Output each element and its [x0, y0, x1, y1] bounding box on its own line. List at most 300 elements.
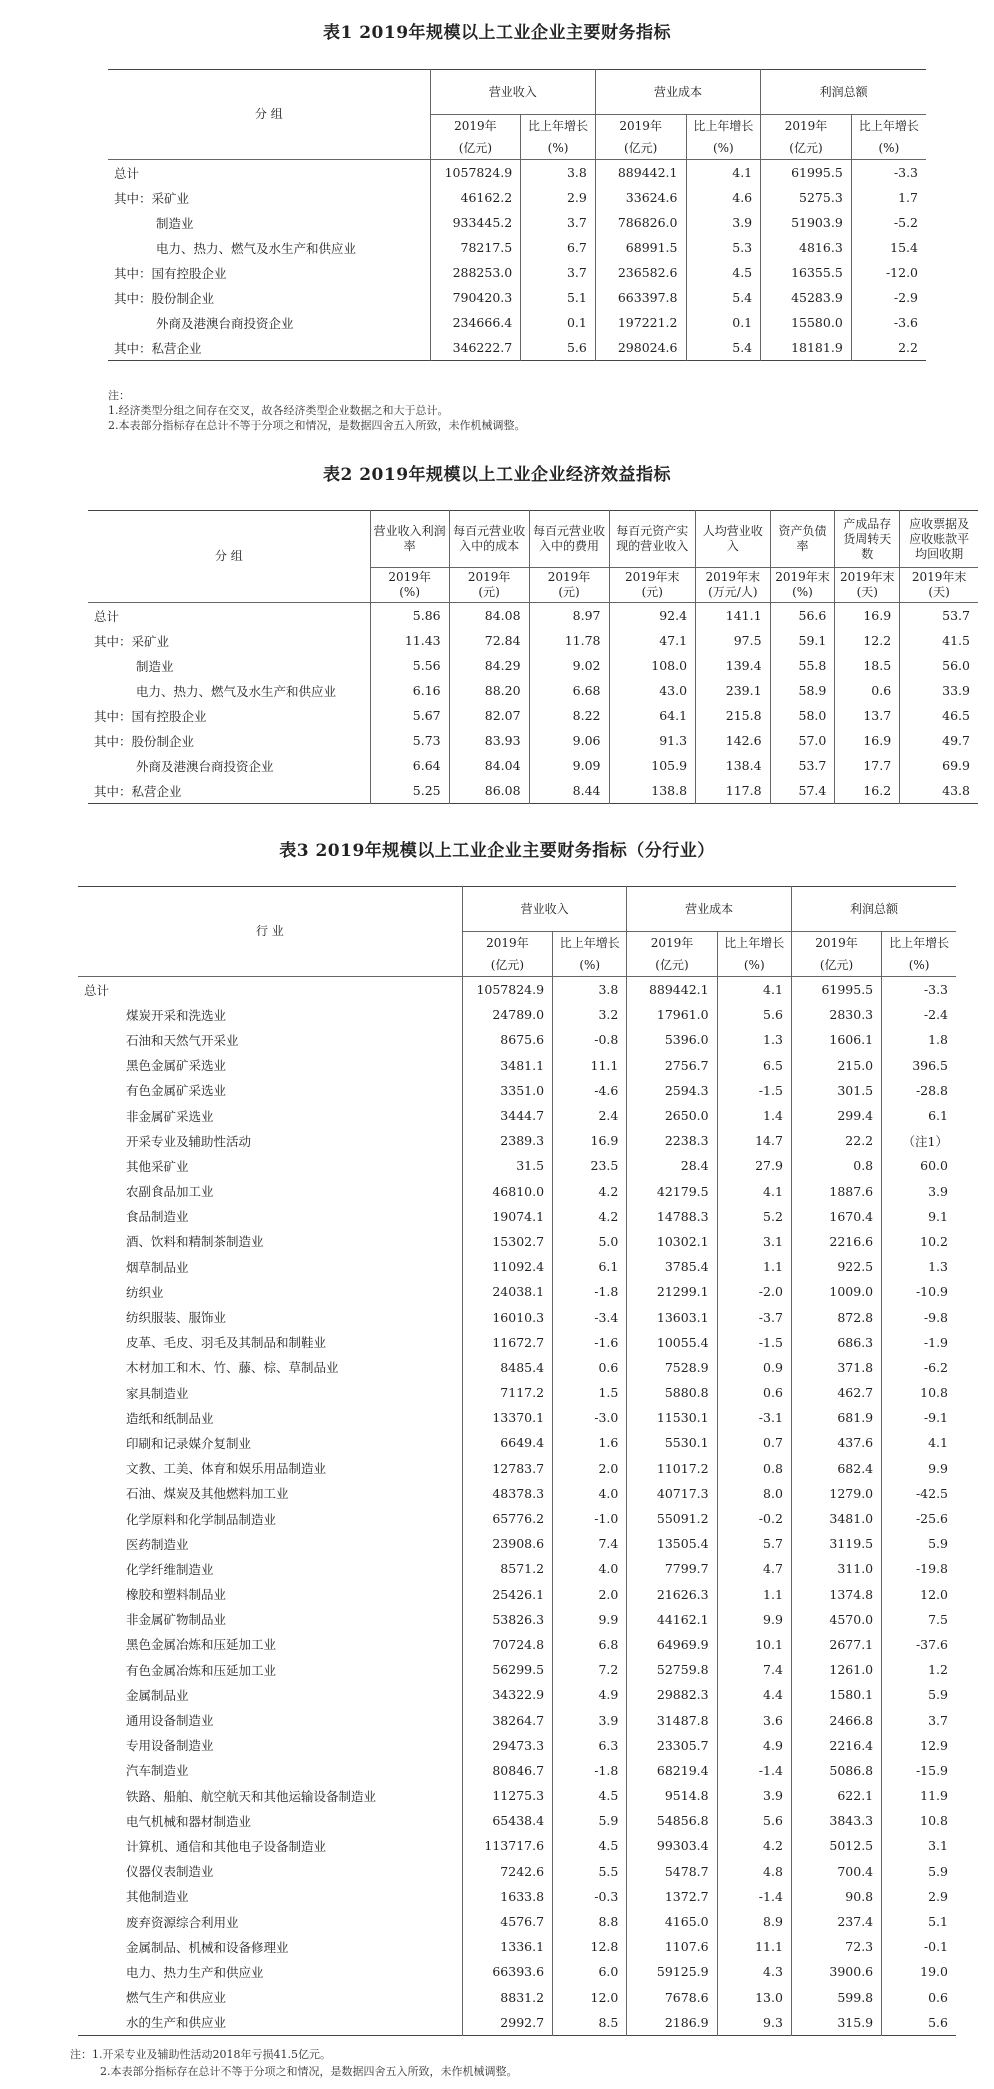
- table-cell: 4.2: [553, 1204, 627, 1229]
- table-cell: 234666.4: [452, 315, 513, 330]
- table-cell: 4.5: [553, 1783, 627, 1808]
- table-cell: 3.9: [553, 1707, 627, 1732]
- table-cell: 3.1: [717, 1229, 791, 1254]
- group-header: 分 组: [108, 70, 430, 160]
- table-cell: 700.4: [791, 1859, 881, 1884]
- year-subheader: 2019年: [486, 935, 529, 950]
- row-label: 黑色金属矿采选业: [78, 1053, 462, 1078]
- row-label: 通用设备制造业: [78, 1707, 462, 1732]
- table-cell: 0.6: [553, 1355, 627, 1380]
- table-cell: 6.68: [529, 678, 609, 703]
- table-cell: 7.4: [717, 1657, 791, 1682]
- table-cell: 43.8: [900, 778, 978, 804]
- column-unit-line: (天): [856, 585, 878, 599]
- table-cell: 65438.4: [492, 1813, 545, 1829]
- table-cell: 16355.5: [761, 260, 852, 285]
- table-cell: 6.1: [882, 1103, 956, 1128]
- row-label: 印刷和记录媒介复制业: [78, 1430, 462, 1455]
- table1-note-2: 2.本表部分指标存在总计不等于分项之和情况，是数据四舍五入所致，未作机械调整。: [108, 419, 526, 432]
- table-cell: 2186.9: [627, 2010, 717, 2036]
- column-header-line: 均回收期: [915, 546, 964, 561]
- table-cell: -3.6: [851, 310, 926, 335]
- table-cell: 462.7: [791, 1380, 881, 1405]
- table-cell: 11.1: [717, 1934, 791, 1959]
- table-cell: 686.3: [791, 1330, 881, 1355]
- table-cell: 5.25: [412, 783, 441, 798]
- table-cell: 4.0: [553, 1481, 627, 1506]
- table-cell: 4816.3: [761, 235, 852, 260]
- column-unit: [609, 568, 696, 603]
- table-cell: 15.4: [851, 235, 926, 260]
- table-cell: 1009.0: [791, 1279, 881, 1304]
- table-cell: 11275.3: [492, 1788, 545, 1804]
- table-cell: 9514.8: [627, 1783, 717, 1808]
- table-cell: 9.02: [529, 653, 609, 678]
- table-cell: 86.08: [449, 778, 529, 804]
- table-cell: 141.1: [696, 603, 771, 629]
- table-cell: 6.16: [412, 683, 441, 698]
- table-cell: 8.0: [717, 1481, 791, 1506]
- table-cell: 8.5: [553, 2010, 627, 2036]
- table-row: [108, 310, 926, 335]
- percent-subheader: (%): [521, 137, 596, 160]
- table-row: [78, 1582, 956, 1607]
- table-cell: 5.6: [521, 335, 596, 361]
- table-cell: 84.08: [449, 603, 529, 629]
- table-cell: 45283.9: [761, 285, 852, 310]
- table-cell: 1580.1: [791, 1682, 881, 1707]
- table-cell: 3351.0: [500, 1082, 545, 1098]
- table-cell: （注1）: [882, 1128, 956, 1153]
- table-cell: 4.7: [717, 1556, 791, 1581]
- column-header-line: 入: [726, 539, 739, 553]
- table-cell: -2.9: [851, 285, 926, 310]
- row-label: 电力、热力、燃气及水生产和供应业: [108, 235, 430, 260]
- table-cell: 11672.7: [492, 1334, 545, 1350]
- row-label: 煤炭开采和洗选业: [78, 1002, 462, 1027]
- table-cell: 54856.8: [627, 1808, 717, 1833]
- row-label: 金属制品、机械和设备修理业: [78, 1934, 462, 1959]
- table-cell: 5086.8: [791, 1758, 881, 1783]
- unit-subheader: (亿元): [595, 137, 686, 160]
- table-cell: 1670.4: [791, 1204, 881, 1229]
- table-cell: 3.6: [717, 1707, 791, 1732]
- row-label: 总计: [88, 603, 370, 629]
- table-row: [78, 1707, 956, 1732]
- table-cell: 61995.5: [761, 160, 852, 186]
- table-cell: 12.0: [882, 1582, 956, 1607]
- percent-subheader: (%): [882, 954, 956, 977]
- table-cell: 5396.0: [627, 1027, 717, 1052]
- table-cell: 6.1: [553, 1254, 627, 1279]
- table-cell: 1.4: [717, 1103, 791, 1128]
- column-header: [449, 511, 529, 568]
- column-header: [770, 511, 835, 568]
- row-label: 铁路、船舶、航空航天和其他运输设备制造业: [78, 1783, 462, 1808]
- column-header: [609, 511, 696, 568]
- table-cell: 113717.6: [484, 1838, 545, 1854]
- table-cell: 3444.7: [500, 1108, 545, 1124]
- table-cell: 40717.3: [627, 1481, 717, 1506]
- table2: [88, 510, 978, 804]
- table-row: [88, 628, 978, 653]
- row-label: 医药制造业: [78, 1531, 462, 1556]
- row-label: 电力、热力生产和供应业: [78, 1959, 462, 1984]
- table-cell: 237.4: [791, 1909, 881, 1934]
- row-label: 非金属矿采选业: [78, 1103, 462, 1128]
- growth-subheader: 比上年增长: [521, 115, 596, 138]
- table-cell: 1606.1: [791, 1027, 881, 1052]
- row-label: 开采专业及辅助性活动: [78, 1128, 462, 1153]
- table-cell: -1.0: [553, 1506, 627, 1531]
- table-cell: 84.29: [449, 653, 529, 678]
- row-label: 总计: [78, 977, 462, 1003]
- column-header: [696, 511, 771, 568]
- table-cell: 105.9: [609, 753, 696, 778]
- table-cell: 8485.4: [500, 1359, 545, 1375]
- table-cell: 10.2: [882, 1229, 956, 1254]
- unit-subheader: (亿元): [791, 954, 881, 977]
- table-cell: 97.5: [696, 628, 771, 653]
- table-cell: 3843.3: [791, 1808, 881, 1833]
- table-cell: -3.4: [553, 1304, 627, 1329]
- table-cell: 4165.0: [627, 1909, 717, 1934]
- table-cell: 5275.3: [761, 185, 852, 210]
- table-cell: 1.2: [882, 1657, 956, 1682]
- table-cell: 622.1: [791, 1783, 881, 1808]
- table-row: [78, 1909, 956, 1934]
- table-cell: 1.5: [553, 1380, 627, 1405]
- table-cell: 5.9: [553, 1808, 627, 1833]
- column-unit-line: (元): [641, 585, 663, 599]
- table-cell: 46.5: [900, 703, 978, 728]
- column-unit-line: 2019年末: [625, 570, 680, 584]
- row-label: 烟草制品业: [78, 1254, 462, 1279]
- table-cell: 301.5: [791, 1078, 881, 1103]
- table-row: [78, 977, 956, 1003]
- table-cell: 11.1: [553, 1053, 627, 1078]
- table-cell: 16.9: [835, 603, 900, 629]
- table-cell: -0.2: [717, 1506, 791, 1531]
- table-cell: 7528.9: [627, 1355, 717, 1380]
- table-cell: 681.9: [791, 1405, 881, 1430]
- table-cell: 24038.1: [492, 1284, 545, 1300]
- table-cell: 236582.6: [595, 260, 686, 285]
- table-cell: 11092.4: [492, 1259, 545, 1275]
- column-group-header: 利润总额: [791, 887, 956, 932]
- table-cell: -1.6: [553, 1330, 627, 1355]
- row-label: 专用设备制造业: [78, 1733, 462, 1758]
- table-cell: 31.5: [516, 1158, 545, 1174]
- table-cell: 16010.3: [492, 1309, 545, 1325]
- table-cell: 10.1: [717, 1632, 791, 1657]
- table-cell: 5.4: [686, 335, 761, 361]
- table-cell: 215.0: [791, 1053, 881, 1078]
- table-row: [78, 1078, 956, 1103]
- column-group-header: 营业收入: [462, 887, 627, 932]
- table-cell: 1.8: [882, 1027, 956, 1052]
- table-cell: 27.9: [717, 1153, 791, 1178]
- column-header-line: 入中的费用: [539, 539, 600, 553]
- row-label: 废弃资源综合利用业: [78, 1909, 462, 1934]
- table-row: [78, 1607, 956, 1632]
- table-cell: 6.0: [553, 1959, 627, 1984]
- table-cell: 13370.1: [492, 1410, 545, 1426]
- table-cell: 5012.5: [791, 1833, 881, 1858]
- table-cell: -1.9: [882, 1330, 956, 1355]
- table-cell: 2.4: [553, 1103, 627, 1128]
- table-row: [78, 1430, 956, 1455]
- table-cell: 5.6: [717, 1808, 791, 1833]
- table-cell: 3.7: [521, 260, 596, 285]
- table-cell: 872.8: [791, 1304, 881, 1329]
- table-cell: 92.4: [609, 603, 696, 629]
- table-row: [88, 603, 978, 629]
- row-label: 计算机、通信和其他电子设备制造业: [78, 1833, 462, 1858]
- table-cell: 4.3: [717, 1959, 791, 1984]
- table-row: [78, 1405, 956, 1430]
- table-row: [88, 678, 978, 703]
- table-cell: 58.9: [770, 678, 835, 703]
- row-label: 其中：私营企业: [88, 778, 370, 804]
- column-header-line: 产成品存: [843, 516, 892, 531]
- table-row: [78, 1833, 956, 1858]
- year-subheader: 2019年: [761, 115, 852, 138]
- table-cell: 315.9: [791, 2010, 881, 2036]
- table-row: [108, 335, 926, 361]
- table-cell: 108.0: [609, 653, 696, 678]
- column-unit-line: 2019年: [547, 570, 591, 584]
- table-cell: 1.1: [717, 1254, 791, 1279]
- column-unit-line: 2019年末: [911, 570, 967, 584]
- table-cell: 16.9: [835, 728, 900, 753]
- table-cell: 346222.7: [452, 340, 513, 355]
- column-header-line: 每百元资产实: [616, 524, 689, 538]
- table-cell: -1.4: [717, 1758, 791, 1783]
- table-cell: 9.9: [717, 1607, 791, 1632]
- row-label: 制造业: [108, 210, 430, 235]
- column-header-line: 营业收入利润: [373, 524, 446, 538]
- table-cell: 6.7: [521, 235, 596, 260]
- table-cell: 7242.6: [500, 1863, 545, 1879]
- table-cell: 138.4: [696, 753, 771, 778]
- table-cell: 599.8: [791, 1985, 881, 2010]
- table-cell: 2830.3: [791, 1002, 881, 1027]
- table-cell: 6.5: [717, 1053, 791, 1078]
- table-row: [78, 1330, 956, 1355]
- table-row: [78, 1254, 956, 1279]
- table-cell: 682.4: [791, 1456, 881, 1481]
- table-cell: -1.4: [717, 1884, 791, 1909]
- table-row: [78, 1934, 956, 1959]
- table-cell: 19074.1: [492, 1208, 545, 1224]
- table-cell: 8831.2: [500, 1989, 545, 2005]
- table-cell: 10302.1: [627, 1229, 717, 1254]
- table-cell: 24789.0: [492, 1007, 545, 1023]
- column-unit-line: 2019年: [467, 570, 511, 584]
- column-group-header: 营业成本: [595, 70, 760, 115]
- row-label: 家具制造业: [78, 1380, 462, 1405]
- table-cell: 1374.8: [791, 1582, 881, 1607]
- table-cell: 17.7: [835, 753, 900, 778]
- row-label: 化学原料和化学制品制造业: [78, 1506, 462, 1531]
- table-row: [78, 1053, 956, 1078]
- table-cell: 5.6: [882, 2010, 956, 2036]
- table-row: [108, 260, 926, 285]
- table-row: [88, 653, 978, 678]
- table-cell: 1.3: [717, 1027, 791, 1052]
- table-row: [78, 1153, 956, 1178]
- table-cell: 5.73: [412, 733, 441, 748]
- table-cell: -42.5: [882, 1481, 956, 1506]
- unit-subheader: (亿元): [462, 954, 552, 977]
- table-row: [78, 1758, 956, 1783]
- table-cell: 83.93: [449, 728, 529, 753]
- column-unit-line: (元): [478, 585, 500, 599]
- table-cell: 55.8: [770, 653, 835, 678]
- table-cell: 1.7: [851, 185, 926, 210]
- table-cell: 72.84: [449, 628, 529, 653]
- table-cell: 15580.0: [761, 310, 852, 335]
- column-unit-line: (元): [558, 585, 580, 599]
- growth-subheader: 比上年增长: [717, 932, 791, 955]
- table-cell: -9.8: [882, 1304, 956, 1329]
- table-cell: 70724.8: [492, 1636, 545, 1652]
- table-row: [108, 160, 926, 186]
- table-cell: 215.8: [696, 703, 771, 728]
- column-header-line: 数: [861, 546, 874, 561]
- table-row: [108, 185, 926, 210]
- table-cell: 88.20: [449, 678, 529, 703]
- table3-title: 表3 2019年规模以上工业企业主要财务指标（分行业）: [279, 841, 715, 861]
- table-row: [88, 728, 978, 753]
- table-cell: 3.9: [882, 1179, 956, 1204]
- unit-subheader: (亿元): [761, 137, 852, 160]
- table-cell: 663397.8: [595, 285, 686, 310]
- row-label: 非金属矿物制品业: [78, 1607, 462, 1632]
- row-label: 总计: [108, 160, 430, 186]
- table-cell: 5.9: [882, 1682, 956, 1707]
- column-unit-line: 2019年末: [775, 570, 830, 584]
- growth-subheader: 比上年增长: [851, 115, 926, 138]
- row-label: 黑色金属冶炼和压延加工业: [78, 1632, 462, 1657]
- table-cell: -10.9: [882, 1279, 956, 1304]
- table3: [78, 886, 956, 2036]
- table-cell: 72.3: [791, 1934, 881, 1959]
- table-cell: 2650.0: [627, 1103, 717, 1128]
- table-cell: -6.2: [882, 1355, 956, 1380]
- table-cell: 13603.1: [627, 1304, 717, 1329]
- table-cell: 5.7: [717, 1531, 791, 1556]
- table-cell: 14.7: [717, 1128, 791, 1153]
- table-cell: 5.9: [882, 1531, 956, 1556]
- table-cell: -37.6: [882, 1632, 956, 1657]
- table-cell: -2.0: [717, 1279, 791, 1304]
- row-label: 木材加工和木、竹、藤、棕、草制品业: [78, 1355, 462, 1380]
- table-cell: 80846.7: [492, 1762, 545, 1778]
- column-header: [370, 511, 449, 568]
- table-cell: 3.9: [717, 1783, 791, 1808]
- table-cell: -3.3: [851, 160, 926, 186]
- table-cell: 12783.7: [492, 1460, 545, 1476]
- table-cell: 4576.7: [500, 1914, 545, 1930]
- column-group-header: 营业成本: [627, 887, 792, 932]
- unit-subheader: (亿元): [627, 954, 717, 977]
- table-row: [78, 1204, 956, 1229]
- table-cell: 5880.8: [627, 1380, 717, 1405]
- table-cell: 8.22: [529, 703, 609, 728]
- table-cell: 25426.1: [492, 1586, 545, 1602]
- table-cell: 4.1: [882, 1430, 956, 1455]
- table-row: [78, 1682, 956, 1707]
- table-cell: 57.0: [770, 728, 835, 753]
- row-label: 其他制造业: [78, 1884, 462, 1909]
- table-cell: 0.6: [882, 1985, 956, 2010]
- table-cell: 4.4: [717, 1682, 791, 1707]
- table-cell: 197221.2: [595, 310, 686, 335]
- table-cell: 0.8: [717, 1456, 791, 1481]
- table-cell: -12.0: [851, 260, 926, 285]
- table-cell: 5530.1: [627, 1430, 717, 1455]
- year-subheader: 2019年: [627, 932, 717, 955]
- table-cell: 53.7: [770, 753, 835, 778]
- column-group-header: 营业收入: [430, 70, 595, 115]
- table-row: [78, 1657, 956, 1682]
- table-cell: 9.3: [717, 2010, 791, 2036]
- table-cell: 7.2: [553, 1657, 627, 1682]
- column-header: [835, 511, 900, 568]
- table-cell: 5.0: [553, 1229, 627, 1254]
- table-cell: 33.9: [900, 678, 978, 703]
- table-row: [78, 1103, 956, 1128]
- table-cell: -28.8: [882, 1078, 956, 1103]
- table-cell: 396.5: [882, 1053, 956, 1078]
- table-cell: 15302.7: [492, 1233, 545, 1249]
- table-row: [108, 285, 926, 310]
- row-label: 皮革、毛皮、羽毛及其制品和制鞋业: [78, 1330, 462, 1355]
- column-unit-line: 2019年: [388, 570, 431, 584]
- table-cell: 21299.1: [627, 1279, 717, 1304]
- growth-subheader: 比上年增长: [686, 115, 761, 138]
- table-row: [78, 1733, 956, 1758]
- column-unit: [370, 568, 449, 603]
- table-cell: 46810.0: [492, 1183, 545, 1199]
- table-cell: 288253.0: [452, 265, 513, 280]
- table-cell: 299.4: [791, 1103, 881, 1128]
- table-row: [78, 1859, 956, 1884]
- table-cell: 142.6: [696, 728, 771, 753]
- table-cell: 8.44: [529, 778, 609, 804]
- row-label: 其中：股份制企业: [108, 285, 430, 310]
- row-label: 制造业: [88, 653, 370, 678]
- table-cell: 2389.3: [500, 1133, 545, 1149]
- table-cell: 11.43: [404, 633, 441, 648]
- table-cell: 1.6: [553, 1430, 627, 1455]
- table3-note-1: 注：1.开采专业及辅助性活动2018年亏损41.5亿元。: [70, 2048, 331, 2061]
- column-unit: [900, 568, 978, 603]
- table-cell: 48378.3: [492, 1485, 545, 1501]
- table-row: [78, 1456, 956, 1481]
- table-row: [78, 1481, 956, 1506]
- table-cell: 53.7: [900, 603, 978, 629]
- table-cell: 1.1: [717, 1582, 791, 1607]
- table-row: [108, 210, 926, 235]
- table-cell: 60.0: [882, 1153, 956, 1178]
- table-cell: 19.0: [882, 1959, 956, 1984]
- row-label: 农副食品加工业: [78, 1179, 462, 1204]
- table-cell: -3.3: [882, 977, 956, 1003]
- table-row: [78, 1304, 956, 1329]
